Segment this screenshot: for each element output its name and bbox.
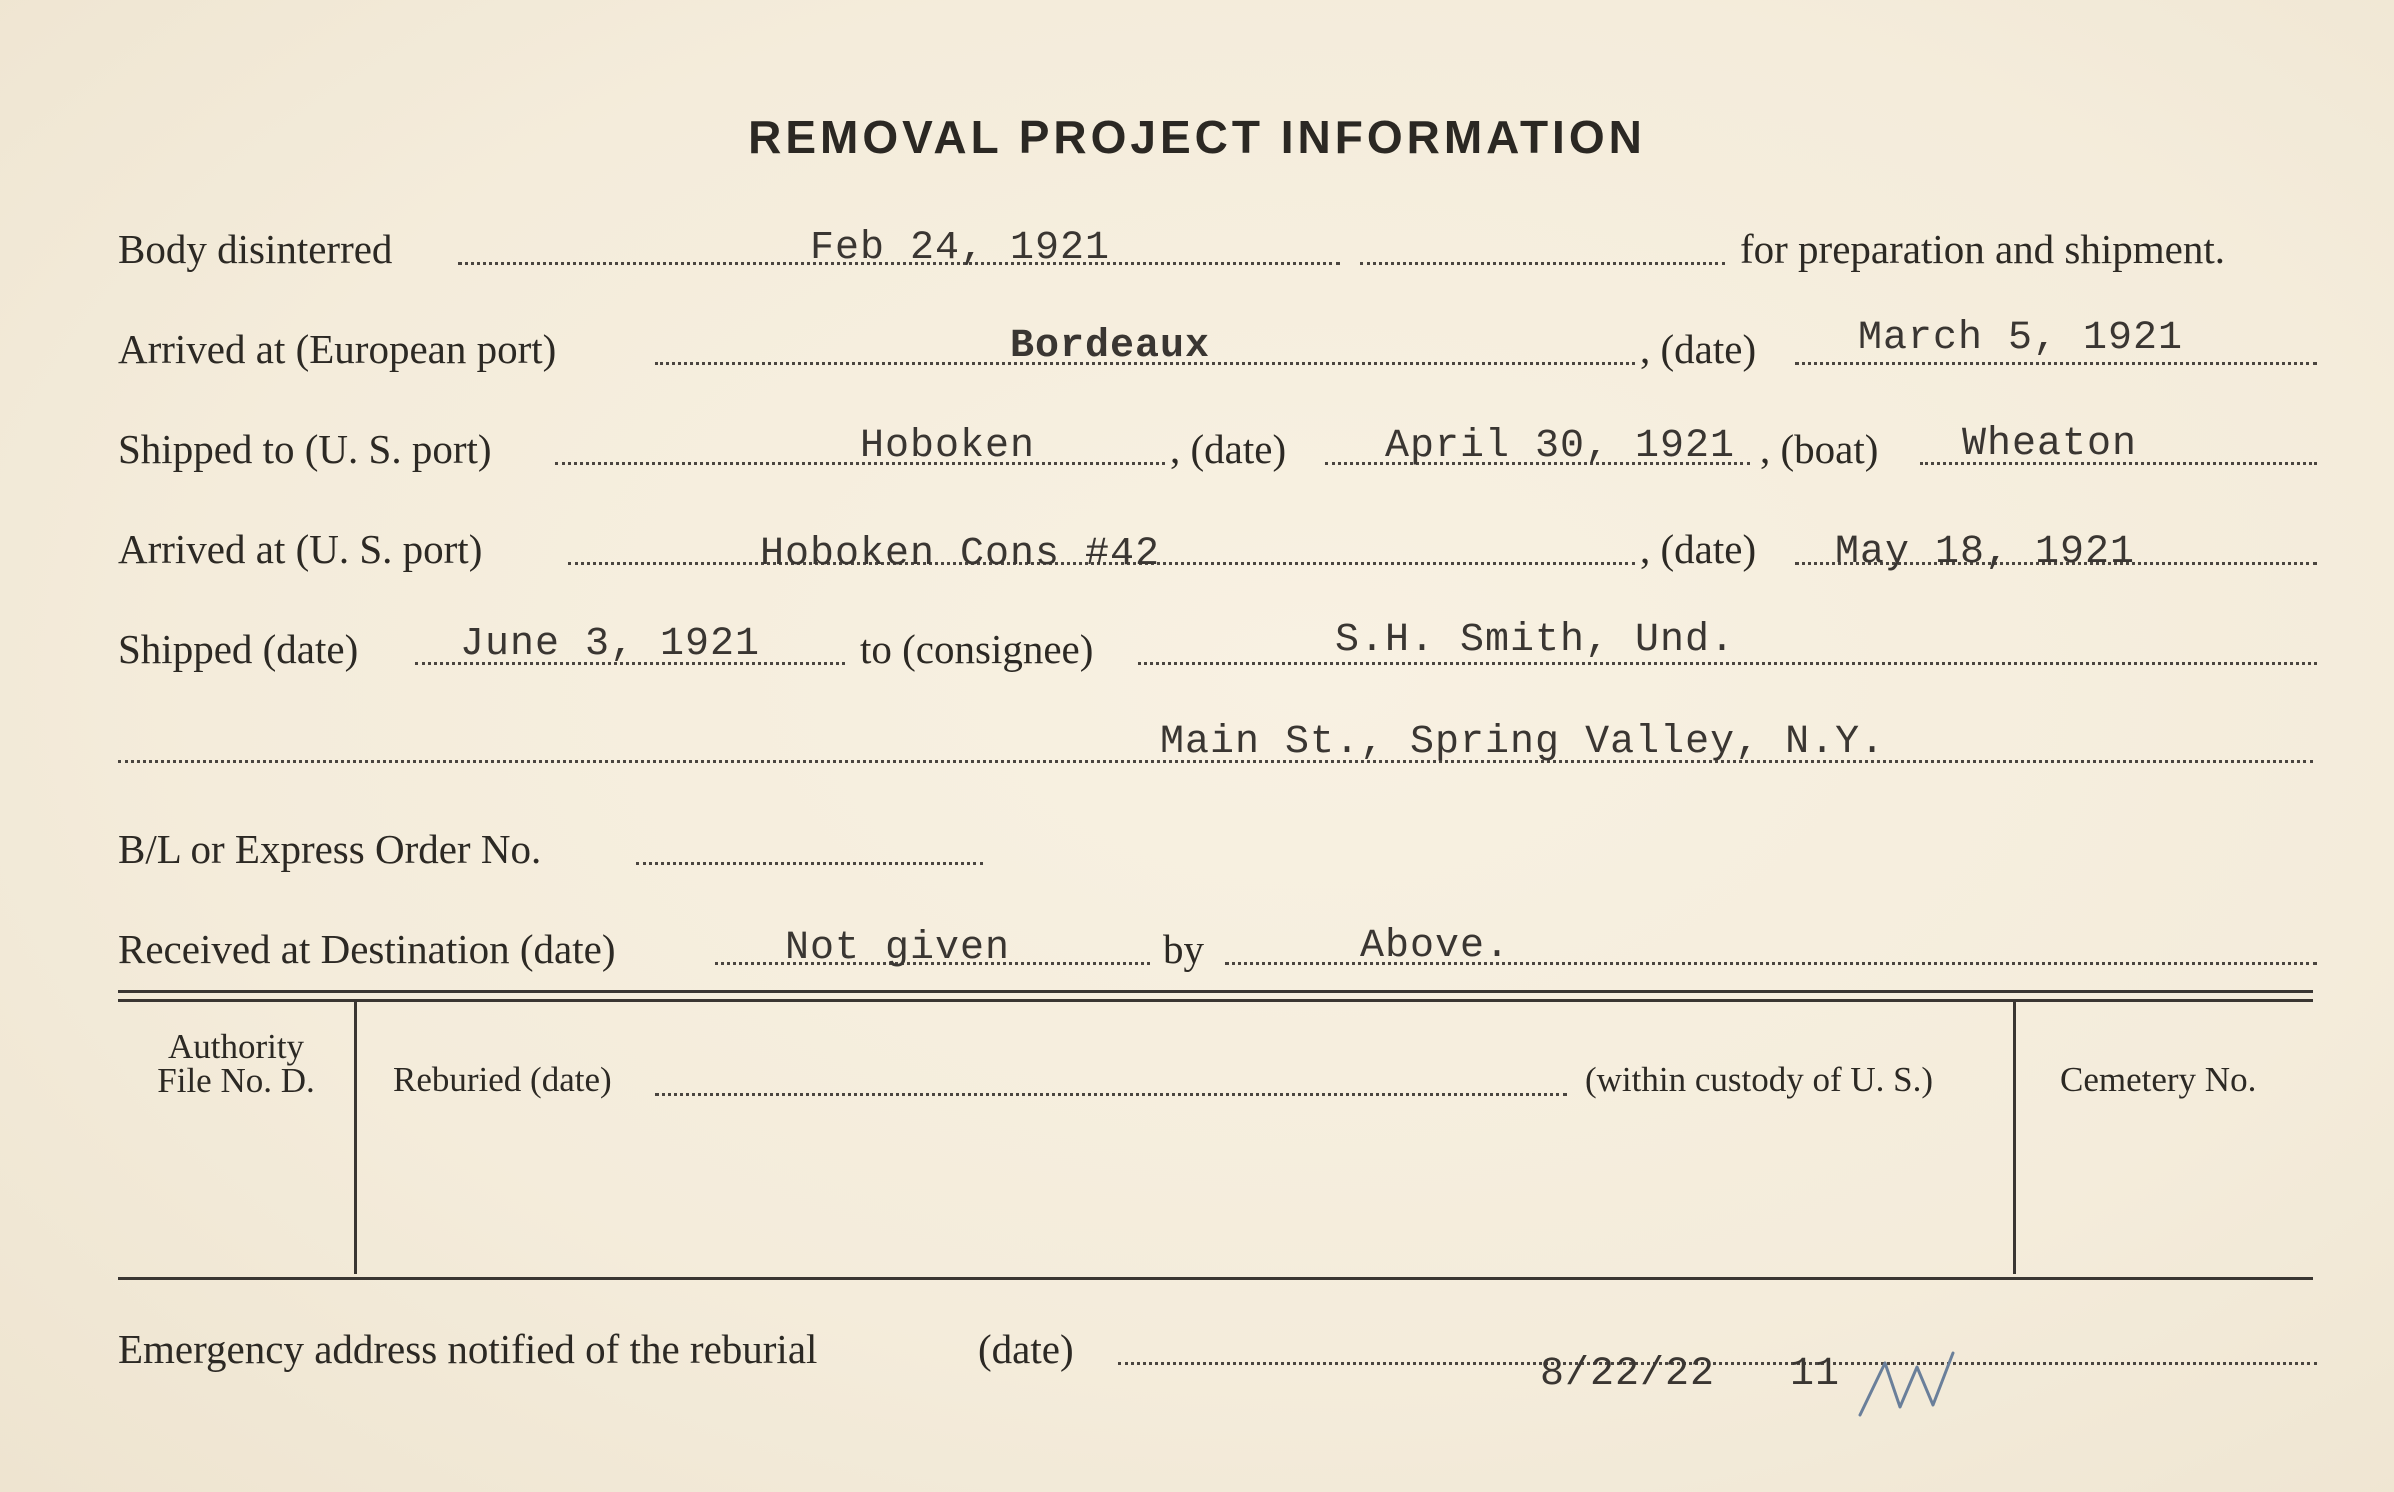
us-port-shipped-label: Shipped to (U. S. port) xyxy=(118,426,492,472)
table-divider-right xyxy=(2013,1002,2016,1274)
received-by-label: by xyxy=(1163,926,1204,972)
authority-header xyxy=(118,1027,354,1100)
cemetery-label: Cemetery No. xyxy=(2060,1060,2257,1099)
european-date-line xyxy=(1795,362,2317,365)
handwritten-initials-icon xyxy=(1855,1345,1965,1425)
authority-line-1: Authority xyxy=(167,1027,305,1066)
bl-order-line xyxy=(636,862,983,865)
authority-line-2: File No. D. xyxy=(157,1061,315,1100)
consignee-value: S.H. Smith, Und. xyxy=(1335,618,1736,663)
boat-value: Wheaton xyxy=(1962,422,2138,467)
reburied-label: Reburied (date) xyxy=(393,1060,612,1099)
reburied-line xyxy=(655,1093,1567,1096)
emergency-label: Emergency address notified of the reburial xyxy=(118,1326,818,1372)
emergency-code: 11 xyxy=(1790,1352,1841,1397)
arrived-date-value: May 18, 1921 xyxy=(1835,530,2136,575)
received-by-value: Above. xyxy=(1360,924,1511,969)
table-bottom-rule xyxy=(118,1277,2313,1280)
table-divider-left xyxy=(354,1002,357,1274)
table-top-rule xyxy=(118,990,2313,993)
emergency-date-value: 8/22/22 xyxy=(1540,1352,1716,1397)
bl-order-label: B/L or Express Order No. xyxy=(118,826,542,872)
consignee-label: to (consignee) xyxy=(860,626,1094,672)
shipped-date-row-value: June 3, 1921 xyxy=(460,622,761,667)
european-port-value: Bordeaux xyxy=(1010,324,1211,369)
arrived-date-label: , (date) xyxy=(1640,526,1757,572)
body-disinterred-label: Body disinterred xyxy=(118,226,393,272)
body-disinterred-value: Feb 24, 1921 xyxy=(810,226,1111,271)
table-top-rule-2 xyxy=(118,999,2313,1002)
emergency-date-label: (date) xyxy=(978,1326,1074,1372)
us-port-shipped-value: Hoboken xyxy=(860,424,1036,469)
european-port-label: Arrived at (European port) xyxy=(118,326,557,372)
custody-label: (within custody of U. S.) xyxy=(1585,1060,1934,1099)
received-destination-label: Received at Destination (date) xyxy=(118,926,616,972)
emergency-line xyxy=(1118,1362,2317,1365)
preparation-suffix: for preparation and shipment. xyxy=(1740,226,2226,272)
shipped-date-row-label: Shipped (date) xyxy=(118,626,359,672)
shipped-date-label: , (date) xyxy=(1170,426,1287,472)
boat-label: , (boat) xyxy=(1760,426,1879,472)
body-disinterred-line-2 xyxy=(1360,262,1725,265)
us-port-arrived-label: Arrived at (U. S. port) xyxy=(118,526,483,572)
received-destination-value: Not given xyxy=(785,926,1011,971)
us-port-arrived-value: Hoboken Cons #42 xyxy=(760,532,1161,577)
shipped-date-value: April 30, 1921 xyxy=(1385,424,1736,469)
european-date-value: March 5, 1921 xyxy=(1858,316,2184,361)
card-title: REMOVAL PROJECT INFORMATION xyxy=(748,111,1646,163)
european-date-label: , (date) xyxy=(1640,326,1757,372)
consignee-address-value: Main St., Spring Valley, N.Y. xyxy=(1160,720,1886,765)
